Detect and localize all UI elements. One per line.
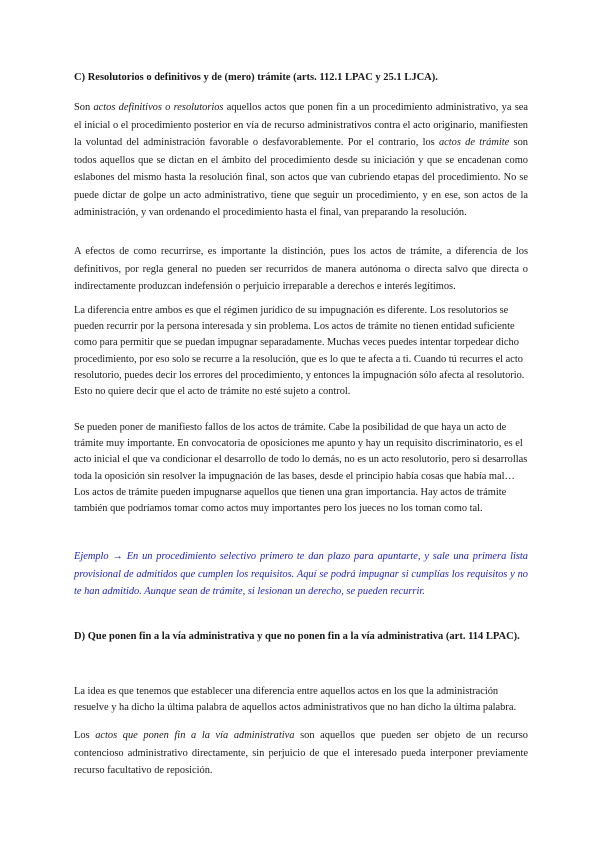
- text-run: Son: [74, 102, 94, 113]
- text-run: Los: [74, 730, 96, 741]
- section-d-paragraph-1: La idea es que tenemos que establecer una diferencia entre aquellos actos en los que la administración resuelve y ha dicho la última palabra de aquellos actos administrativos que no han dicho la última palabra.: [74, 686, 517, 714]
- section-d-heading: D) Que ponen fin a la vía administrativa y que no ponen fin a la vía administrativa (art. 114 LPAC).: [74, 631, 520, 642]
- text-run: son aquellos que pueden ser objeto de un recurso contencioso administrativo directamente, sin perjuicio de que el interesado pueda interponer previamente recurso facultativo de reposición.: [74, 730, 529, 776]
- section-d-paragraph-2: [74, 727, 528, 780]
- section-c-paragraph-1: [74, 99, 528, 222]
- term-fin-via-administrativa: actos que ponen fin a la vía administrativa: [95, 730, 295, 741]
- section-c-paragraph-4: Se pueden poner de manifiesto fallos de los actos de trámite. Cabe la posibilidad de que haya un acto de trámite muy importante. En convocatoria de oposiciones me apunto y hay un requisito discriminatorio, es el acto inicial el que va condicionar el desarrollo de todo lo demás, no es un acto resolutorio, pero si desarrollas toda la oposición sin resolver la impugnación de las bases, desde el principio había cosas que había mal… Los actos de trámite pueden impugnarse aquellos que tienen una gran importancia. Hay actos de trámite también que podríamos tomar como actos muy importantes pero los jueces no los toman como tal.: [74, 422, 528, 515]
- section-c-heading: C) Resolutorios o definitivos y de (mero) trámite (arts. 112.1 LPAC y 25.1 LJCA).: [74, 72, 438, 83]
- section-c-paragraph-2: A efectos de como recurrirse, es importante la distinción, pues los actos de trámite, a diferencia de los definitivos, por regla general no pueden ser recurridos de manera autónoma o directa salvo que directa o indirectamente produzcan indefensión o perjuicio irreparable a derechos e interés legítimos.: [74, 246, 528, 292]
- example-paragraph: Ejemplo → En un procedimiento selectivo primero te dan plazo para apuntarte, y sale una primera lista provisional de admitidos que cumplen los requisitos. Aquí se podrá impugnar si cumplías los requisitos y no te han admitido. Aunque sean de trámite, si lesionan un derecho, se pueden recurrir.: [74, 551, 528, 597]
- text-run: son todos aquellos que se dictan en el ámbito del procedimiento desde su iniciación y que se encadenan como eslabones del mismo hasta la resolución final, son actos que van cubriendo etapas del procedimiento. No se puede dictar de golpe un acto administrativo, tiene que seguir un procedimiento, y en ese, son actos de la administración, y van ordenando el procedimiento hasta el final, van preparando la resolución.: [74, 137, 528, 218]
- term-actos-de-tramite: actos de trámite: [438, 137, 510, 148]
- section-c-paragraph-3: La diferencia entre ambos es que el régimen jurídico de su impugnación es diferente. Los resolutorios se pueden recurrir por la persona interesada y sin problema. Los actos de trámite no tienen entidad suficiente como para permitir que se puedan impugnar separadamente. Muchas veces puedes intentar torpedear dicho procedimiento, por eso solo se recurre a la resolución, que es lo que te afecta a ti. Cuando tú recurres el acto resolutorio, puedes decir los errores del procedimiento, y entonces la impugnación sólo afecta al resolutorio. Esto no quiere decir que el acto de trámite no esté sujeto a control.: [74, 305, 525, 398]
- term-actos-definitivos: actos definitivos o resolutorios: [93, 102, 224, 113]
- text-run: aquellos actos que ponen fin a un procedimiento administrativo, ya sea el inicial o el procedimiento posterior en vía de recurso administrativos contra el acto originario, manifiesten la voluntad del administración favorable o desfavorablemente. Por el contrario, los: [74, 102, 528, 148]
